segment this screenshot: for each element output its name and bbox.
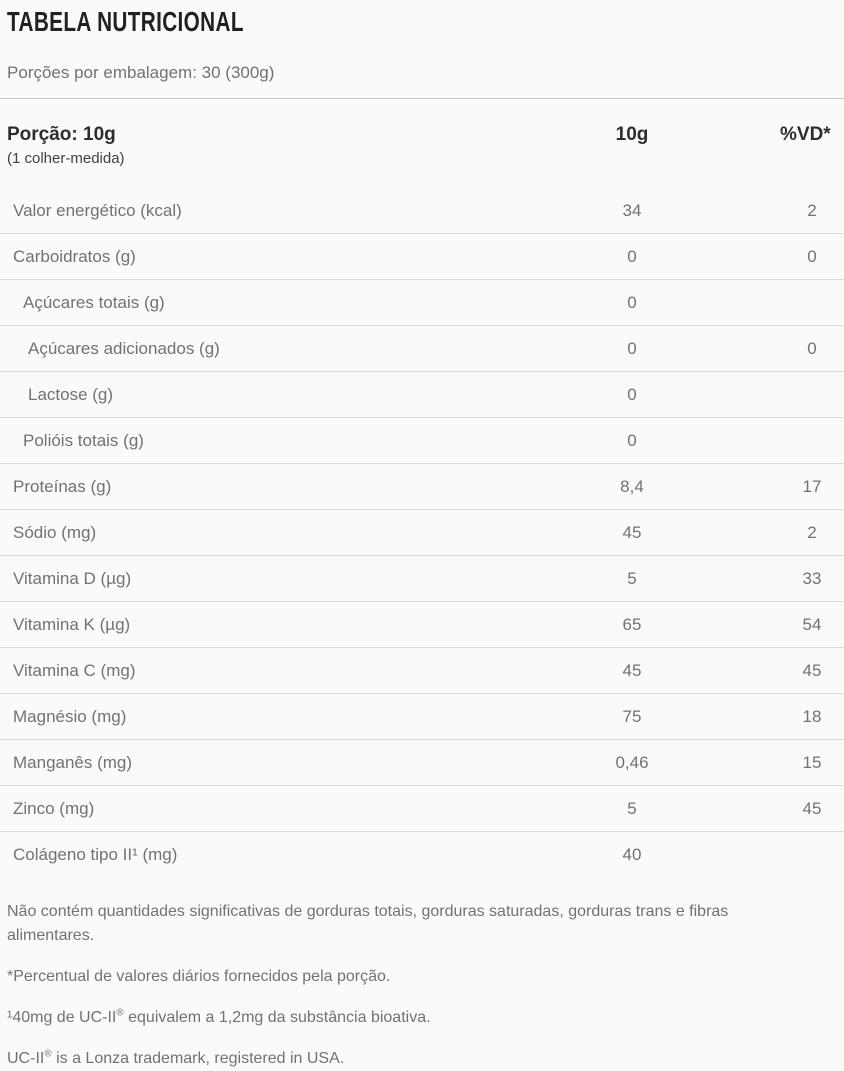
dv-value: 45 — [802, 798, 822, 818]
servings-info: Porções por embalagem: 30 (300g) — [7, 63, 275, 82]
amount-value: 45 — [622, 522, 642, 542]
portion-sublabel: (1 colher-medida) — [7, 150, 125, 167]
footnote-no-significant-amounts: Não contém quantidades significativas de gorduras totais, gorduras saturadas, gorduras trans e fibras alimentares. — [7, 903, 729, 944]
page-title-text: TABELA NUTRICIONAL — [7, 6, 244, 37]
amount-value: 5 — [627, 798, 637, 818]
nutrient-label: Carboidratos (g) — [13, 246, 136, 266]
amount-value: 40 — [622, 845, 642, 864]
nutrient-label: Valor energético (kcal) — [13, 200, 182, 220]
nutrient-label: Açúcares adicionados (g) — [28, 338, 220, 358]
nutrient-label: Proteínas (g) — [13, 476, 112, 496]
dv-value: 17 — [802, 476, 822, 496]
table-row — [0, 556, 844, 602]
table-row — [0, 188, 844, 234]
table-row — [0, 280, 844, 326]
page-title — [7, 8, 844, 36]
nutrient-label: Lactose (g) — [28, 384, 114, 404]
dv-value: 0 — [807, 246, 817, 266]
footnote-ucii-equivalence: ¹40mg de UC-II® equivalem a 1,2mg da substância bioativa. — [7, 1007, 431, 1026]
amount-value: 45 — [622, 660, 642, 680]
amount-value: 0 — [627, 430, 637, 450]
amount-value: 0,46 — [615, 752, 649, 772]
amount-value: 0 — [627, 246, 637, 266]
table-row — [0, 510, 844, 556]
dv-value: 15 — [802, 752, 822, 772]
nutrient-label: Vitamina D (µg) — [13, 568, 132, 588]
table-row — [0, 740, 844, 786]
portion-cell — [7, 124, 484, 168]
nutrient-label: Açúcares totais (g) — [23, 292, 165, 312]
table-row — [0, 648, 844, 694]
table-row — [0, 372, 844, 418]
nutrient-label: Vitamina K (µg) — [13, 614, 131, 634]
amount-value: 65 — [622, 614, 642, 634]
footnote-daily-values: *Percentual de valores diários fornecidos pela porção. — [7, 968, 391, 985]
table-row — [0, 326, 844, 372]
table-row — [0, 694, 844, 740]
nutrient-label: Vitamina C (mg) — [13, 660, 136, 680]
amount-value: 0 — [627, 384, 637, 404]
dv-value: 0 — [807, 338, 817, 358]
amount-value: 0 — [627, 292, 637, 312]
amount-value: 0 — [627, 338, 637, 358]
table-row — [0, 234, 844, 280]
nutrient-label: Manganês (mg) — [13, 752, 133, 772]
dv-value: 33 — [802, 568, 822, 588]
table-header-row — [0, 124, 844, 168]
dv-value: 18 — [802, 706, 822, 726]
dv-value: 2 — [807, 522, 817, 542]
footnotes — [7, 900, 844, 1071]
amount-value: 5 — [627, 568, 637, 588]
table-row — [0, 602, 844, 648]
dv-value: 2 — [807, 200, 817, 220]
nutrient-label: Polióis totais (g) — [23, 430, 144, 450]
portion-label: Porção: 10g — [7, 124, 116, 145]
table-row — [0, 832, 844, 878]
dv-value: 45 — [802, 660, 822, 680]
top-divider — [0, 98, 844, 99]
footnote-ucii-trademark: UC-II® is a Lonza trademark, registered in USA. — [7, 1048, 345, 1067]
nutrient-label: Colágeno tipo II¹ (mg) — [13, 845, 178, 864]
amount-value: 34 — [622, 200, 642, 220]
nutrient-label: Zinco (mg) — [13, 798, 95, 818]
amount-value: 75 — [622, 706, 642, 726]
nutrient-label: Sódio (mg) — [13, 522, 97, 542]
nutrient-label: Magnésio (mg) — [13, 706, 127, 726]
amount-value: 8,4 — [620, 476, 644, 496]
dv-value: 54 — [802, 614, 822, 634]
table-row — [0, 786, 844, 832]
nutrition-table — [0, 188, 844, 878]
table-row — [0, 418, 844, 464]
table-row — [0, 464, 844, 510]
column-header-amount: 10g — [615, 124, 649, 145]
column-header-dv: %VD* — [780, 124, 831, 145]
